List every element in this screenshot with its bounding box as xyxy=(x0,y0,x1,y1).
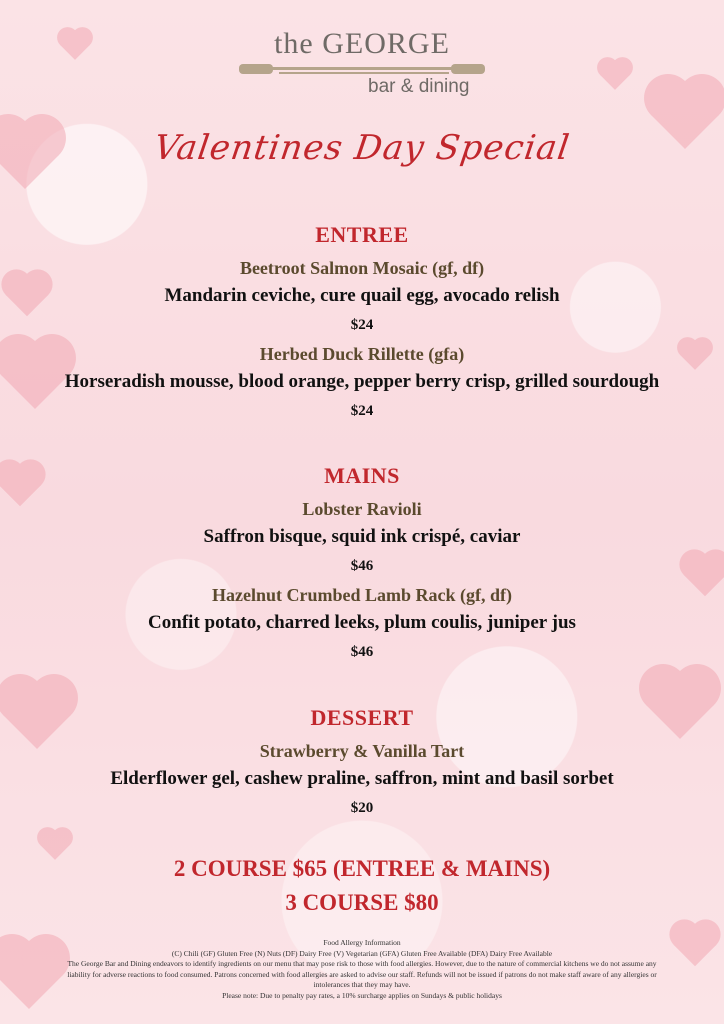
dish-description: Elderflower gel, cashew praline, saffron, mint and basil sorbet xyxy=(110,768,614,789)
dish-price: $20 xyxy=(350,800,374,816)
allergy-legend: (C) Chili (GF) Gluten Free (N) Nuts (DF) Dairy Free (V) Vegetarian (GFA) Gluten Free Available (DFA) Dairy Free Available xyxy=(171,948,553,958)
entree-section xyxy=(0,222,724,420)
dish-description: Confit potato, charred leeks, plum coulis, juniper jus xyxy=(148,612,576,633)
allergy-disclaimer: The George Bar and Dining endeavors to identify ingredients on our menu that may pose risk to those with food allergies. However, due to the nature of commercial kitchens we do not assume any liability for adverse reactions to food consumed. Patrons concerned with food allergies are asked to advise our staff. Refunds will not be issued if patrons do not make staff aware of any allergies or intolerances that they may have. xyxy=(67,959,657,989)
page-title: Valentines Day Special xyxy=(151,128,573,168)
course-pricing xyxy=(0,852,724,920)
dish-name: Lobster Ravioli xyxy=(302,499,422,519)
section-heading: ENTREE xyxy=(315,222,409,247)
dish-price: $24 xyxy=(350,317,374,333)
logo xyxy=(0,28,724,80)
dish-description: Saffron bisque, squid ink crispé, caviar xyxy=(203,526,521,547)
allergy-footer xyxy=(60,938,664,1001)
allergy-heading: Food Allergy Information xyxy=(323,938,401,947)
dessert-section xyxy=(0,705,724,817)
dish-name: Beetroot Salmon Mosaic (gf, df) xyxy=(239,258,485,278)
logo-subtitle: bar & dining xyxy=(368,76,470,97)
dish-price: $46 xyxy=(350,558,374,574)
dish-price: $46 xyxy=(350,644,374,660)
mains-section xyxy=(0,463,724,661)
section-heading: MAINS xyxy=(324,463,400,488)
three-course-price: 3 COURSE $80 xyxy=(285,890,439,915)
two-course-price: 2 COURSE $65 (ENTREE & MAINS) xyxy=(173,856,551,881)
dish-name: Hazelnut Crumbed Lamb Rack (gf, df) xyxy=(212,585,512,605)
dish-name: Herbed Duck Rillette (gfa) xyxy=(259,344,465,364)
surcharge-note: Please note: Due to penalty pay rates, a 10% surcharge applies on Sundays & public holidays xyxy=(222,990,502,1000)
dish-name: Strawberry & Vanilla Tart xyxy=(259,741,465,761)
heart-decoration xyxy=(0,941,63,1009)
dish-price: $24 xyxy=(350,403,374,419)
heart-decoration xyxy=(674,924,716,966)
section-heading: DESSERT xyxy=(310,705,414,730)
dish-description: Mandarin ceviche, cure quail egg, avocado relish xyxy=(164,285,560,306)
logo-name: the GEORGE xyxy=(274,27,450,60)
dish-description: Horseradish mousse, blood orange, pepper berry crisp, grilled sourdough xyxy=(64,371,660,392)
